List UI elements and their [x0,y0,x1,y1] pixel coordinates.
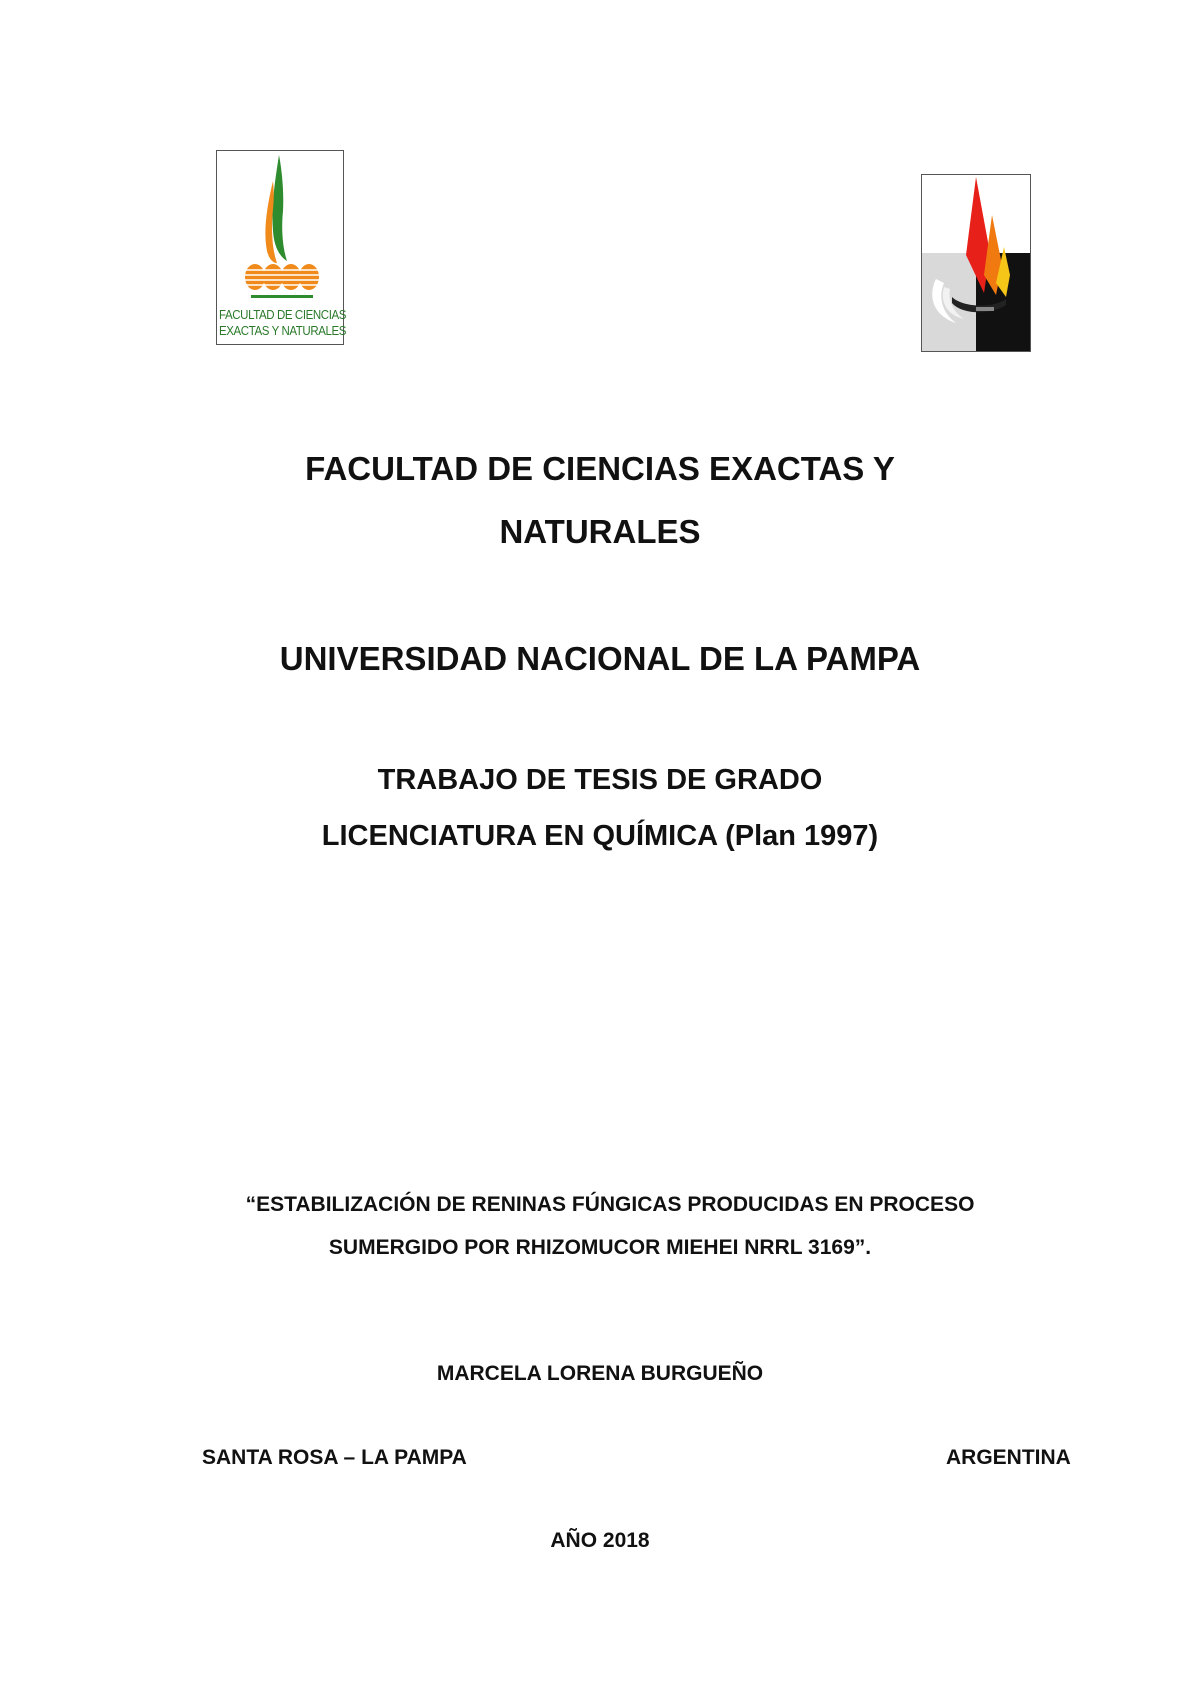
country: ARGENTINA [946,1446,1071,1469]
university-name: UNIVERSIDAD NACIONAL DE LA PAMPA [279,640,921,677]
thesis-type: TRABAJO DE TESIS DE GRADO [377,764,823,796]
faculty-name-line2: NATURALES [499,513,701,550]
author-name: MARCELA LORENA BURGUEÑO [436,1362,764,1385]
city: SANTA ROSA – LA PAMPA [202,1446,467,1469]
faculty-logo-text-line2: EXACTAS Y NATURALES [219,325,347,339]
degree-name: LICENCIATURA EN QUÍMICA (Plan 1997) [321,820,879,852]
faculty-name-line1: FACULTAD DE CIENCIAS EXACTAS Y [305,450,895,487]
faculty-logo [216,150,347,345]
thesis-title-line1: “ESTABILIZACIÓN DE RENINAS FÚNGICAS PRODUCIDAS EN PROCESO [245,1193,975,1216]
university-logo [921,174,1031,352]
faculty-logo-text-line1: FACULTAD DE CIENCIAS [219,309,347,323]
year: AÑO 2018 [550,1529,650,1552]
university-torch-emblem [922,175,1030,351]
thesis-title-line2: SUMERGIDO POR RHIZOMUCOR MIEHEI NRRL 3169”. [328,1236,872,1259]
